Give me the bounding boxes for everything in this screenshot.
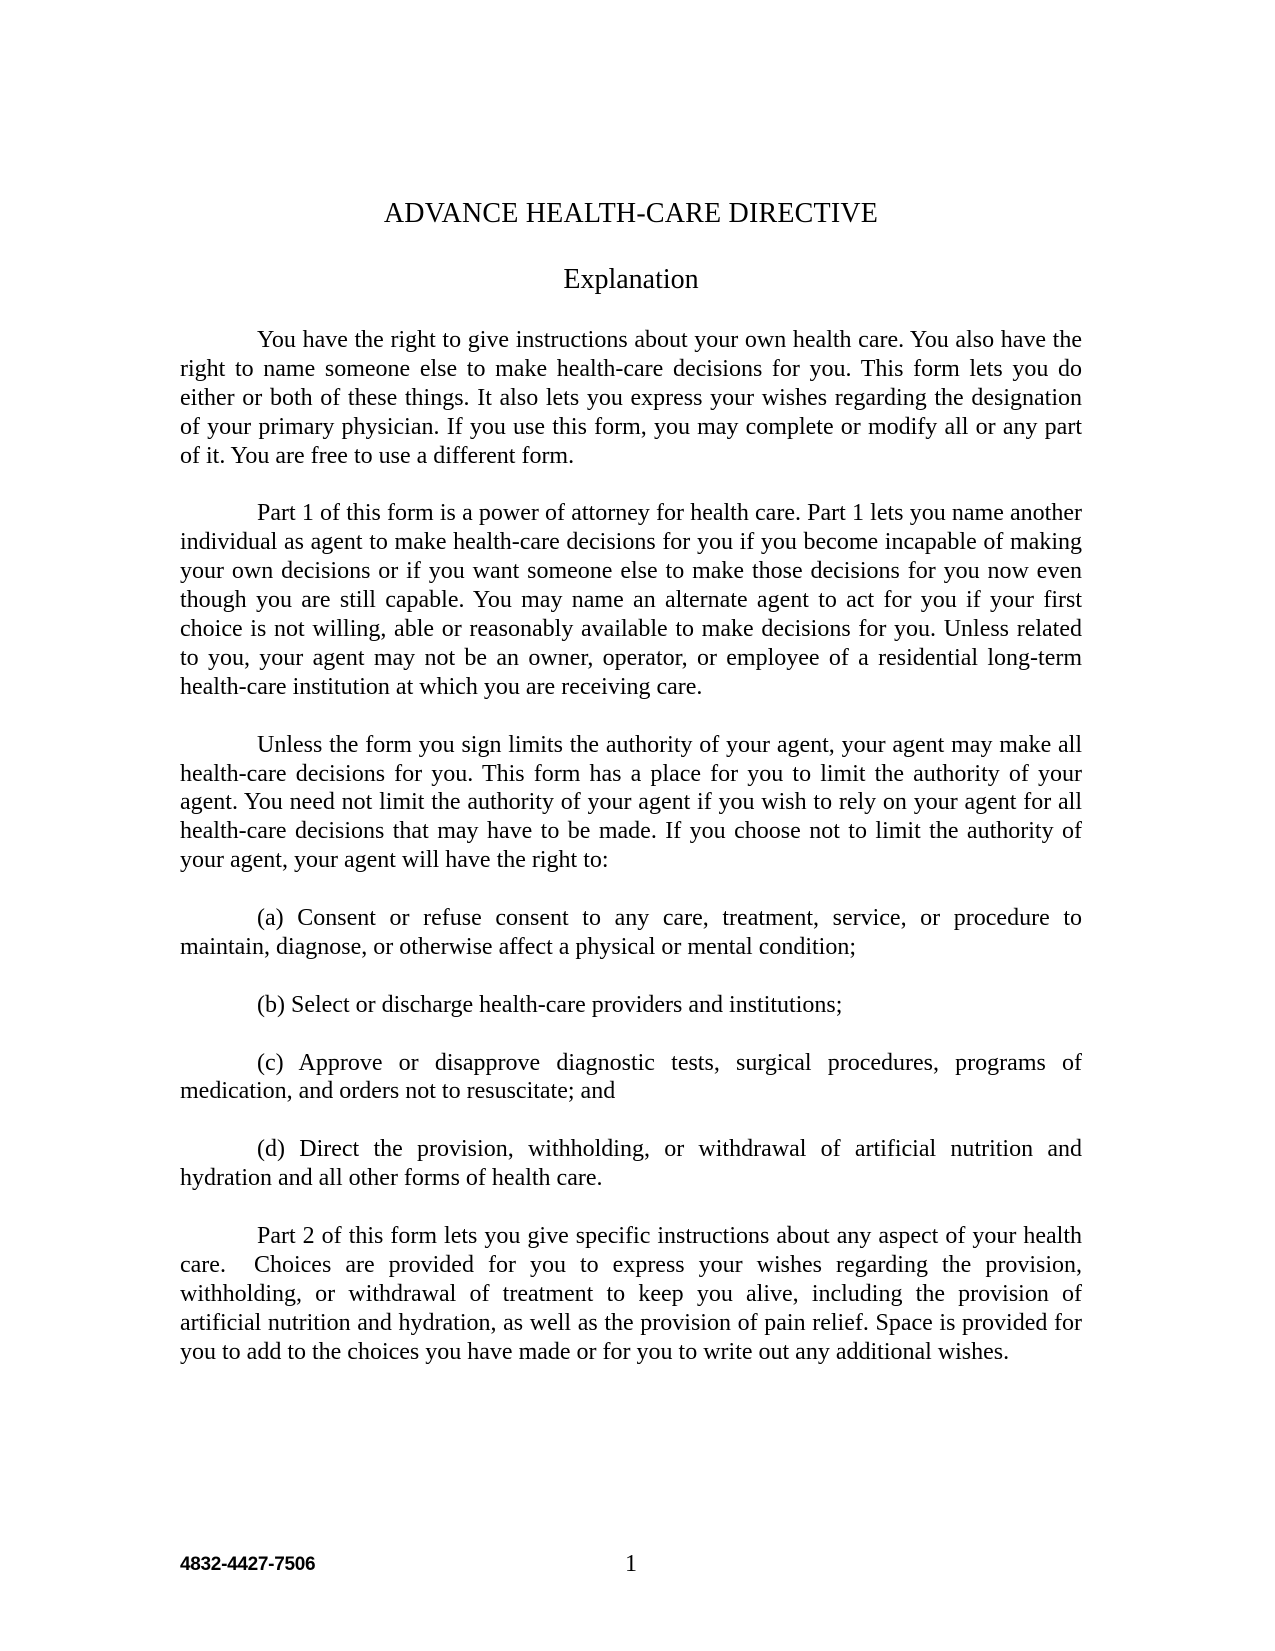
paragraph-item-d: (d) Direct the provision, withholding, or withdrawal of artificial nutrition and hydration and all other forms of health care. xyxy=(180,1136,1082,1192)
page-footer xyxy=(180,1551,1082,1581)
paragraph-item-c: (c) Approve or disapprove diagnostic tests, surgical procedures, programs of medication, and orders not to resuscitate; and xyxy=(180,1049,1082,1105)
paragraph-part1: Part 1 of this form is a power of attorney for health care. Part 1 lets you name another individual as agent to make health-care decisions for you if you become incapable of making your own decisions or if you want someone else to make those decisions for you now even though you are still capable. You may name an alternate agent to act for you if your first choice is not willing, able or reasonably available to make decisions for you. Unless related to you, your agent may not be an owner, operator, or employee of a residential long-term health-care institution at which you are receiving care. xyxy=(180,500,1082,700)
paragraph-agent-authority: Unless the form you sign limits the authority of your agent, your agent may make all health-care decisions for you. This form has a place for you to limit the authority of your agent. You need not limit the authority of your agent if you wish to rely on your agent for all health-care decisions that may have to be made. If you choose not to limit the authority of your agent, your agent will have the right to: xyxy=(180,731,1082,874)
page-number: 1 xyxy=(625,1551,637,1577)
document-subtitle: Explanation xyxy=(563,264,699,295)
document-number: 4832-4427-7506 xyxy=(180,1554,316,1575)
paragraph-intro: You have the right to give instructions about your own health care. You also have the right to name someone else to make health-care decisions for you. This form lets you do either or both of these things. It also lets you express your wishes regarding the designation of your primary physician. If you use this form, you may complete or modify all or any part of it. You are free to use a different form. xyxy=(180,327,1082,469)
document-title: ADVANCE HEALTH-CARE DIRECTIVE xyxy=(383,198,879,229)
paragraph-part2: Part 2 of this form lets you give specific instructions about any aspect of your health care. Choices are provided for you to express your wishes regarding the provision, withholding, or withdrawal of treatment to keep you alive, including the provision of artificial nutrition and hydration, as well as the provision of pain relief. Space is provided for you to add to the choices you have made or for you to write out any additional wishes. xyxy=(180,1222,1082,1365)
paragraph-item-b: (b) Select or discharge health-care providers and institutions; xyxy=(257,991,843,1018)
paragraph-item-a: (a) Consent or refuse consent to any care, treatment, service, or procedure to maintain, diagnose, or otherwise affect a physical or mental condition; xyxy=(180,905,1082,960)
document-body xyxy=(180,199,1082,1395)
